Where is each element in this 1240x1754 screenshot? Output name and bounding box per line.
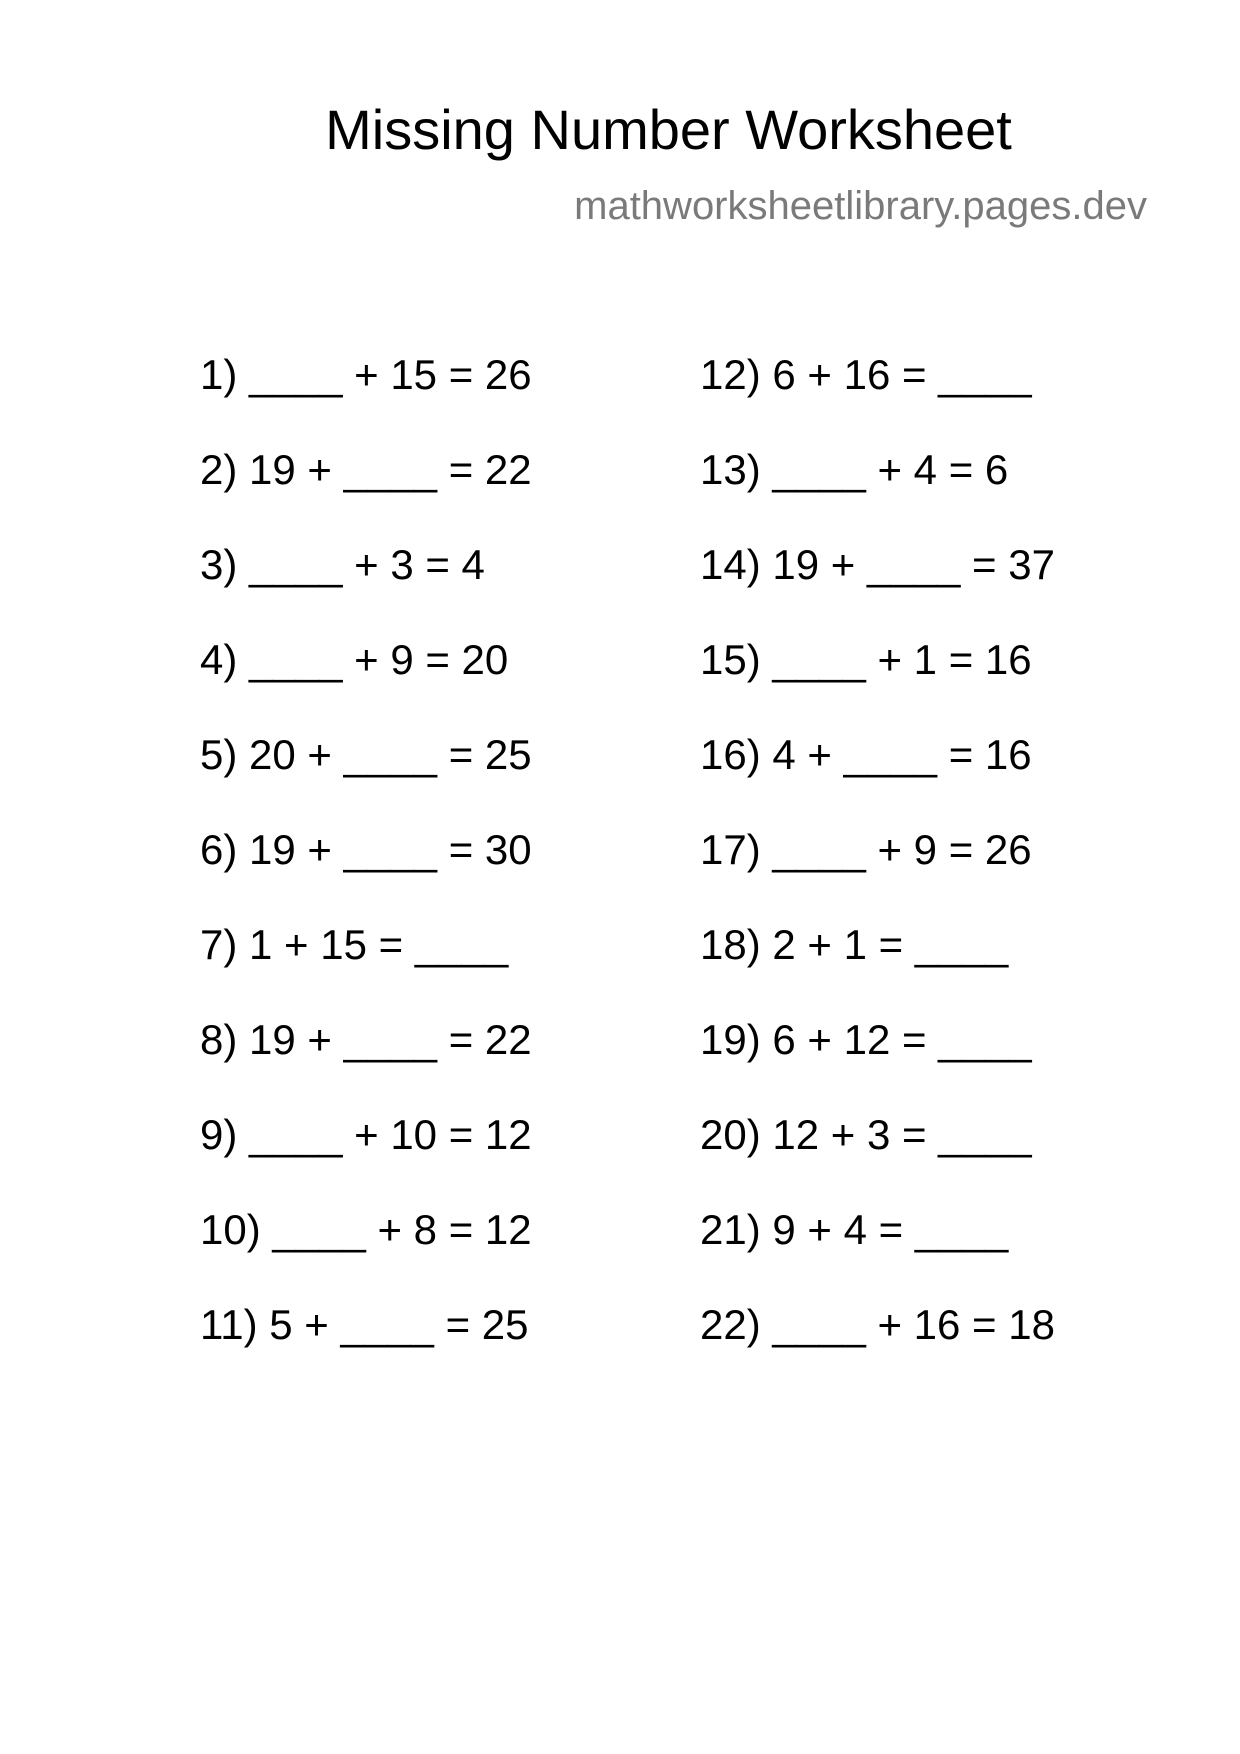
problem-5: 5) 20 + ____ = 25 bbox=[200, 731, 532, 778]
problem-12: 12) 6 + 16 = ____ bbox=[700, 351, 1032, 398]
problem-3: 3) ____ + 3 = 4 bbox=[200, 541, 485, 588]
problem-16: 16) 4 + ____ = 16 bbox=[700, 731, 1032, 778]
problem-15: 15) ____ + 1 = 16 bbox=[700, 636, 1032, 683]
problem-column-left bbox=[200, 350, 532, 1395]
problem-2: 2) 19 + ____ = 22 bbox=[200, 446, 532, 493]
problem-20: 20) 12 + 3 = ____ bbox=[700, 1111, 1032, 1158]
problem-9: 9) ____ + 10 = 12 bbox=[200, 1111, 532, 1158]
problem-7: 7) 1 + 15 = ____ bbox=[200, 921, 509, 968]
problem-13: 13) ____ + 4 = 6 bbox=[700, 446, 1009, 493]
problem-22: 22) ____ + 16 = 18 bbox=[700, 1301, 1055, 1348]
problem-4: 4) ____ + 9 = 20 bbox=[200, 636, 509, 683]
worksheet-title-text: Missing Number Worksheet bbox=[325, 98, 1012, 161]
problem-10: 10) ____ + 8 = 12 bbox=[200, 1206, 532, 1253]
problem-21: 21) 9 + 4 = ____ bbox=[700, 1206, 1009, 1253]
problem-1: 1) ____ + 15 = 26 bbox=[200, 351, 532, 398]
problem-8: 8) 19 + ____ = 22 bbox=[200, 1016, 532, 1063]
problem-18: 18) 2 + 1 = ____ bbox=[700, 921, 1009, 968]
problem-19: 19) 6 + 12 = ____ bbox=[700, 1016, 1032, 1063]
problem-column-right bbox=[700, 350, 1055, 1395]
source-url: mathworksheetlibrary.pages.dev bbox=[574, 184, 1147, 228]
worksheet-title bbox=[0, 98, 1240, 162]
problem-6: 6) 19 + ____ = 30 bbox=[200, 826, 532, 873]
problem-11: 11) 5 + ____ = 25 bbox=[200, 1301, 529, 1348]
problem-17: 17) ____ + 9 = 26 bbox=[700, 826, 1032, 873]
problem-14: 14) 19 + ____ = 37 bbox=[700, 541, 1055, 588]
